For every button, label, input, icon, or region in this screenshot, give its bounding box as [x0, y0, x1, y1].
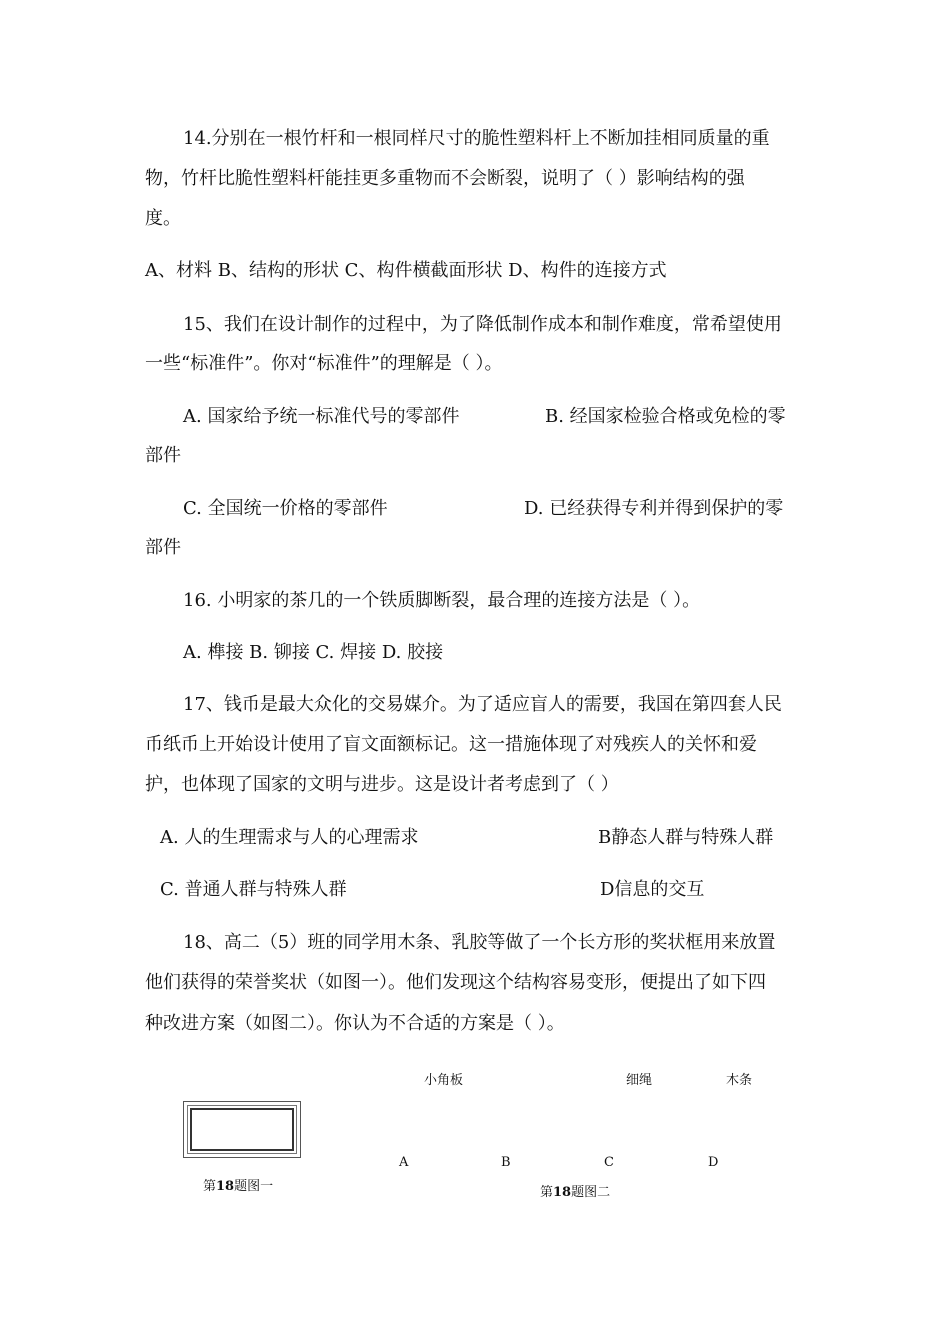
figure-2-caption	[540, 1181, 610, 1200]
q18-line-2: 他们获得的荣誉奖状（如图一）。他们发现这个结构容易变形，便提出了如下四	[145, 972, 766, 993]
q17-option-d: D信息的交互	[600, 879, 705, 900]
q15-option-a: A. 国家给予统一标准代号的零部件	[183, 406, 460, 427]
q15-option-b: B. 经国家检验合格或免检的零	[545, 406, 786, 427]
figure-1-caption-suffix: 题图一	[234, 1179, 274, 1194]
q15-option-d: D. 已经获得专利并得到保护的零	[524, 498, 784, 519]
figure-2-caption-prefix: 第	[540, 1185, 554, 1200]
figure-option-d: D	[708, 1155, 719, 1170]
q14-options: A、材料 B、结构的形状 C、构件横截面形状 D、构件的连接方式	[145, 260, 667, 281]
q14-line-1: 14.分别在一根竹杆和一根同样尺寸的脆性塑料杆上不断加挂相同质量的重	[183, 128, 770, 149]
figure-1-caption-prefix: 第	[203, 1179, 217, 1194]
q15-option-c: C. 全国统一价格的零部件	[183, 498, 388, 519]
figure-2-caption-number: 18	[553, 1185, 572, 1200]
figure-option-b: B	[501, 1155, 511, 1170]
award-frame-border	[187, 1105, 297, 1154]
figure-option-a: A	[399, 1155, 409, 1170]
figure-1-caption-number: 18	[216, 1179, 235, 1194]
q14-line-2: 物，竹杆比脆性塑料杆能挂更多重物而不会断裂，说明了（ ）影响结构的强	[145, 168, 745, 189]
q16-line-1: 16. 小明家的茶几的一个铁质脚断裂，最合理的连接方法是（ ）。	[183, 590, 701, 611]
figure-2-caption-suffix: 题图二	[571, 1185, 611, 1200]
q17-option-c: C. 普通人群与特殊人群	[160, 879, 347, 900]
label-small-board: 小角板	[424, 1073, 464, 1088]
q17-line-3: 护，也体现了国家的文明与进步。这是设计者考虑到了（ ）	[145, 774, 619, 795]
q15-line-2: 一些“标准件”。你对“标准件”的理解是（ ）。	[145, 353, 503, 374]
q15-option-d-cont: 部件	[145, 537, 181, 558]
q17-line-2: 币纸币上开始设计使用了盲文面额标记。这一措施体现了对残疾人的关怀和爱	[145, 734, 757, 755]
q15-option-b-cont: 部件	[145, 445, 181, 466]
q17-option-b: B静态人群与特殊人群	[598, 827, 774, 848]
label-wood-strip: 木条	[726, 1073, 753, 1088]
q17-option-a: A. 人的生理需求与人的心理需求	[160, 827, 419, 848]
q18-line-3: 种改进方案（如图二）。你认为不合适的方案是（ ）。	[145, 1013, 565, 1034]
figure-option-c: C	[604, 1155, 614, 1170]
label-thin-rope: 细绳	[626, 1073, 653, 1088]
q14-line-3: 度。	[145, 208, 181, 229]
figure-1-caption	[203, 1175, 273, 1194]
q18-line-1: 18、高二（5）班的同学用木条、乳胶等做了一个长方形的奖状框用来放置	[183, 932, 776, 953]
q17-line-1: 17、钱币是最大众化的交易媒介。为了适应盲人的需要，我国在第四套人民	[183, 694, 782, 715]
q16-options: A. 榫接 B. 铆接 C. 焊接 D. 胶接	[183, 642, 444, 663]
q15-line-1: 15、我们在设计制作的过程中，为了降低制作成本和制作难度，常希望使用	[183, 314, 782, 335]
award-frame-figure	[183, 1101, 301, 1158]
